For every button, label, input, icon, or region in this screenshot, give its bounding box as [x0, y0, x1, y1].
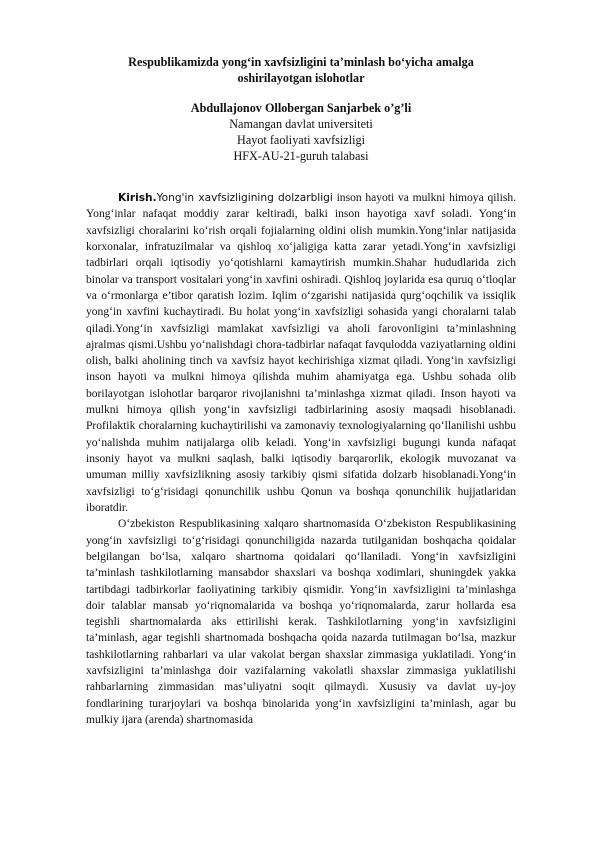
author-block [86, 100, 516, 164]
paper-title: Respublikamizda yong‘in xavfsizligini ta’minlash bo‘yicha amalga oshirilayotgan islohotlar [128, 55, 474, 85]
introduction-label: Kirish. [118, 192, 157, 204]
author-name: Abdullajonov Ollobergan Sanjarbek o’g’li [190, 101, 412, 115]
introduction-paragraph [86, 190, 516, 516]
introduction-text: inson hayoti va mulkni himoya qilish. Yong‘inlar nafaqat moddiy zarar keltiradi, balki inson hayotiga xavf soladi. Yong‘in xavfsizligi choralarini ko‘rish orqali fojialarning oldini olish mumkin.Yong‘inlar natijasida korxonalar, infratuzilmalar va qishloq xo‘jaligiga katta zarar yetadi.Yong‘in xavfsizligi tadbirlari orqali iqtisodiy yo‘qotishlarni kamaytirish mumkin.Shahar hududlarida zich binolar va transport vositalari yong‘in xavfini oshiradi. Qishloq joylarida esa quruq o‘tloqlar va o‘rmonlarga e’tibor qaratish lozim. Iqlim o‘zgarishi natijasida qurg‘oqchilik va issiqlik yong‘in xavfini kuchaytiradi. Bu holat yong‘in xavfsizligi sohasida yangi choralarni talab qiladi.Yong‘in xavfsizligi mamlakat xavfsizligi va aholi farovonligini ta’minlashning ajralmas qismi.Ushbu yo‘nalishdagi chora-tadbirlar nafaqat favqulodda vaziyatlarning oldini olish, balki aholining tinch va xavfsiz hayot kechirishiga xizmat qiladi. Yong‘in xavfsizligi inson hayoti va mulkni himoya qilishda muhim ahamiyatga ega. Ushbu sohada olib borilayotgan islohotlar barqaror rivojlanishni ta’minlashga xizmat qiladi. Inson hayoti va mulkni himoya qilish yong‘in xavfsizligi tadbirlarining asosiy maqsadi hisoblanadi. Profilaktik choralarning kuchaytirilishi va zamonaviy texnologiyalarning qo‘llanilishi ushbu yo‘nalishda muhim natijalarga olib keladi. Yong‘in xavfsizligi bugungi kunda nafaqat insoniy hayot va mulkni saqlash, balki iqtisodiy barqarorlik, ekologik muvozanat va umuman milliy xavfsizlikning asosiy tarkibiy qismi sifatida dolzarb hisoblanadi.Yong‘in xavfsizligi to‘g‘risidagi qonunchilik ushbu Qonun va boshqa qonunchilik hujjatlaridan iboratdir. [86, 192, 516, 514]
author-affiliation: Namangan davlat universiteti [229, 117, 373, 131]
introduction-keywords: Yong'in xavfsizligining dolzarbligi [156, 192, 333, 204]
author-department: Hayot faoliyati xavfsizligi [237, 133, 365, 147]
author-group: HFX-AU-21-guruh talabasi [233, 149, 369, 163]
body-paragraph-2: O‘zbekiston Respublikasining xalqaro shartnomasida O‘zbekiston Respublikasining yong‘in xavfsizligi to‘g‘risidagi qonunchiligida nazarda tutilganidan boshqacha qoidalar belgilangan bo‘lsa, xalqaro shartnoma qoidalari qo‘llaniladi. Yong‘in xavfsizligini ta’minlash tashkilotlarning mansabdor shaxslari va boshqa xodimlari, shuningdek yakka tartibdagi tadbirkorlar faoliyatining tarkibiy qismidir. Yong‘in xavfsizligini ta’minlashga doir talablar mansab yo‘riqnomalarida va boshqa yo‘riqnomalarda, zarur hollarda esa tegishli shartnomalarda aks ettirilishi kerak. Tashkilotlarning yong‘in xavfsizligini ta’minlash, agar tegishli shartnomada boshqacha qoida nazarda tutilmagan bo‘lsa, mazkur tashkilotlarning rahbarlari va ular vakolat bergan shaxslar zimmasiga yuklatiladi. Yong‘in xavfsizligini ta’minlashga doir vazifalarning vakolatli shaxslar zimmasiga yuklatilishi rahbarlarning zimmasidan mas’uliyatni soqit qilmaydi. Xususiy va davlat uy-joy fondlarining turarjoylari va boshqa binolarida yong‘in xavfsizligini ta’minlash, agar bu mulkiy ijara (arenda) shartnomasida [86, 518, 516, 726]
